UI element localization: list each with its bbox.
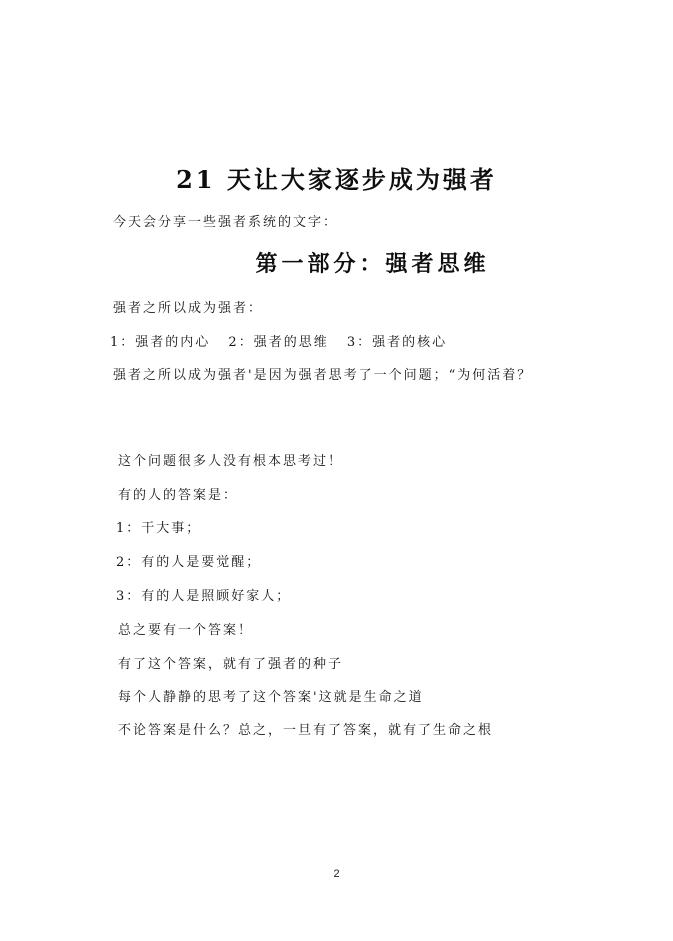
answer-item: 1：干大事； (116, 521, 202, 536)
points-list (110, 331, 447, 350)
section-heading: 第一部分：强者思维 (255, 251, 490, 277)
reason-statement: 强者之所以成为强者'是因为强者思考了一个问题；“为何活着？ (113, 368, 533, 383)
document-title: 21 天让大家逐步成为强者 (176, 165, 497, 194)
point-item: 1：强者的内心 (110, 335, 211, 350)
reason-intro: 强者之所以成为强者： (113, 301, 264, 316)
answer-item: 2：有的人是要觉醒； (116, 555, 262, 570)
root-of-life-text: 不论答案是什么？总之，一旦有了答案，就有了生命之根 (118, 723, 494, 738)
answers-intro: 有的人的答案是： (118, 488, 239, 503)
answer-item: 3：有的人是照顾好家人； (116, 589, 292, 604)
way-of-life-text: 每个人静静的思考了这个答案'这就是生命之道 (118, 690, 424, 705)
intro-text: 今天会分享一些强者系统的文字： (113, 215, 339, 230)
must-have-text: 总之要有一个答案！ (118, 623, 254, 638)
point-item: 2：强者的思维 (228, 335, 329, 350)
no-thought-text: 这个问题很多人没有根本思考过！ (118, 454, 344, 469)
seed-text: 有了这个答案，就有了强者的种子 (118, 657, 344, 672)
page-number: 2 (333, 868, 340, 880)
point-item: 3：强者的核心 (346, 335, 448, 350)
